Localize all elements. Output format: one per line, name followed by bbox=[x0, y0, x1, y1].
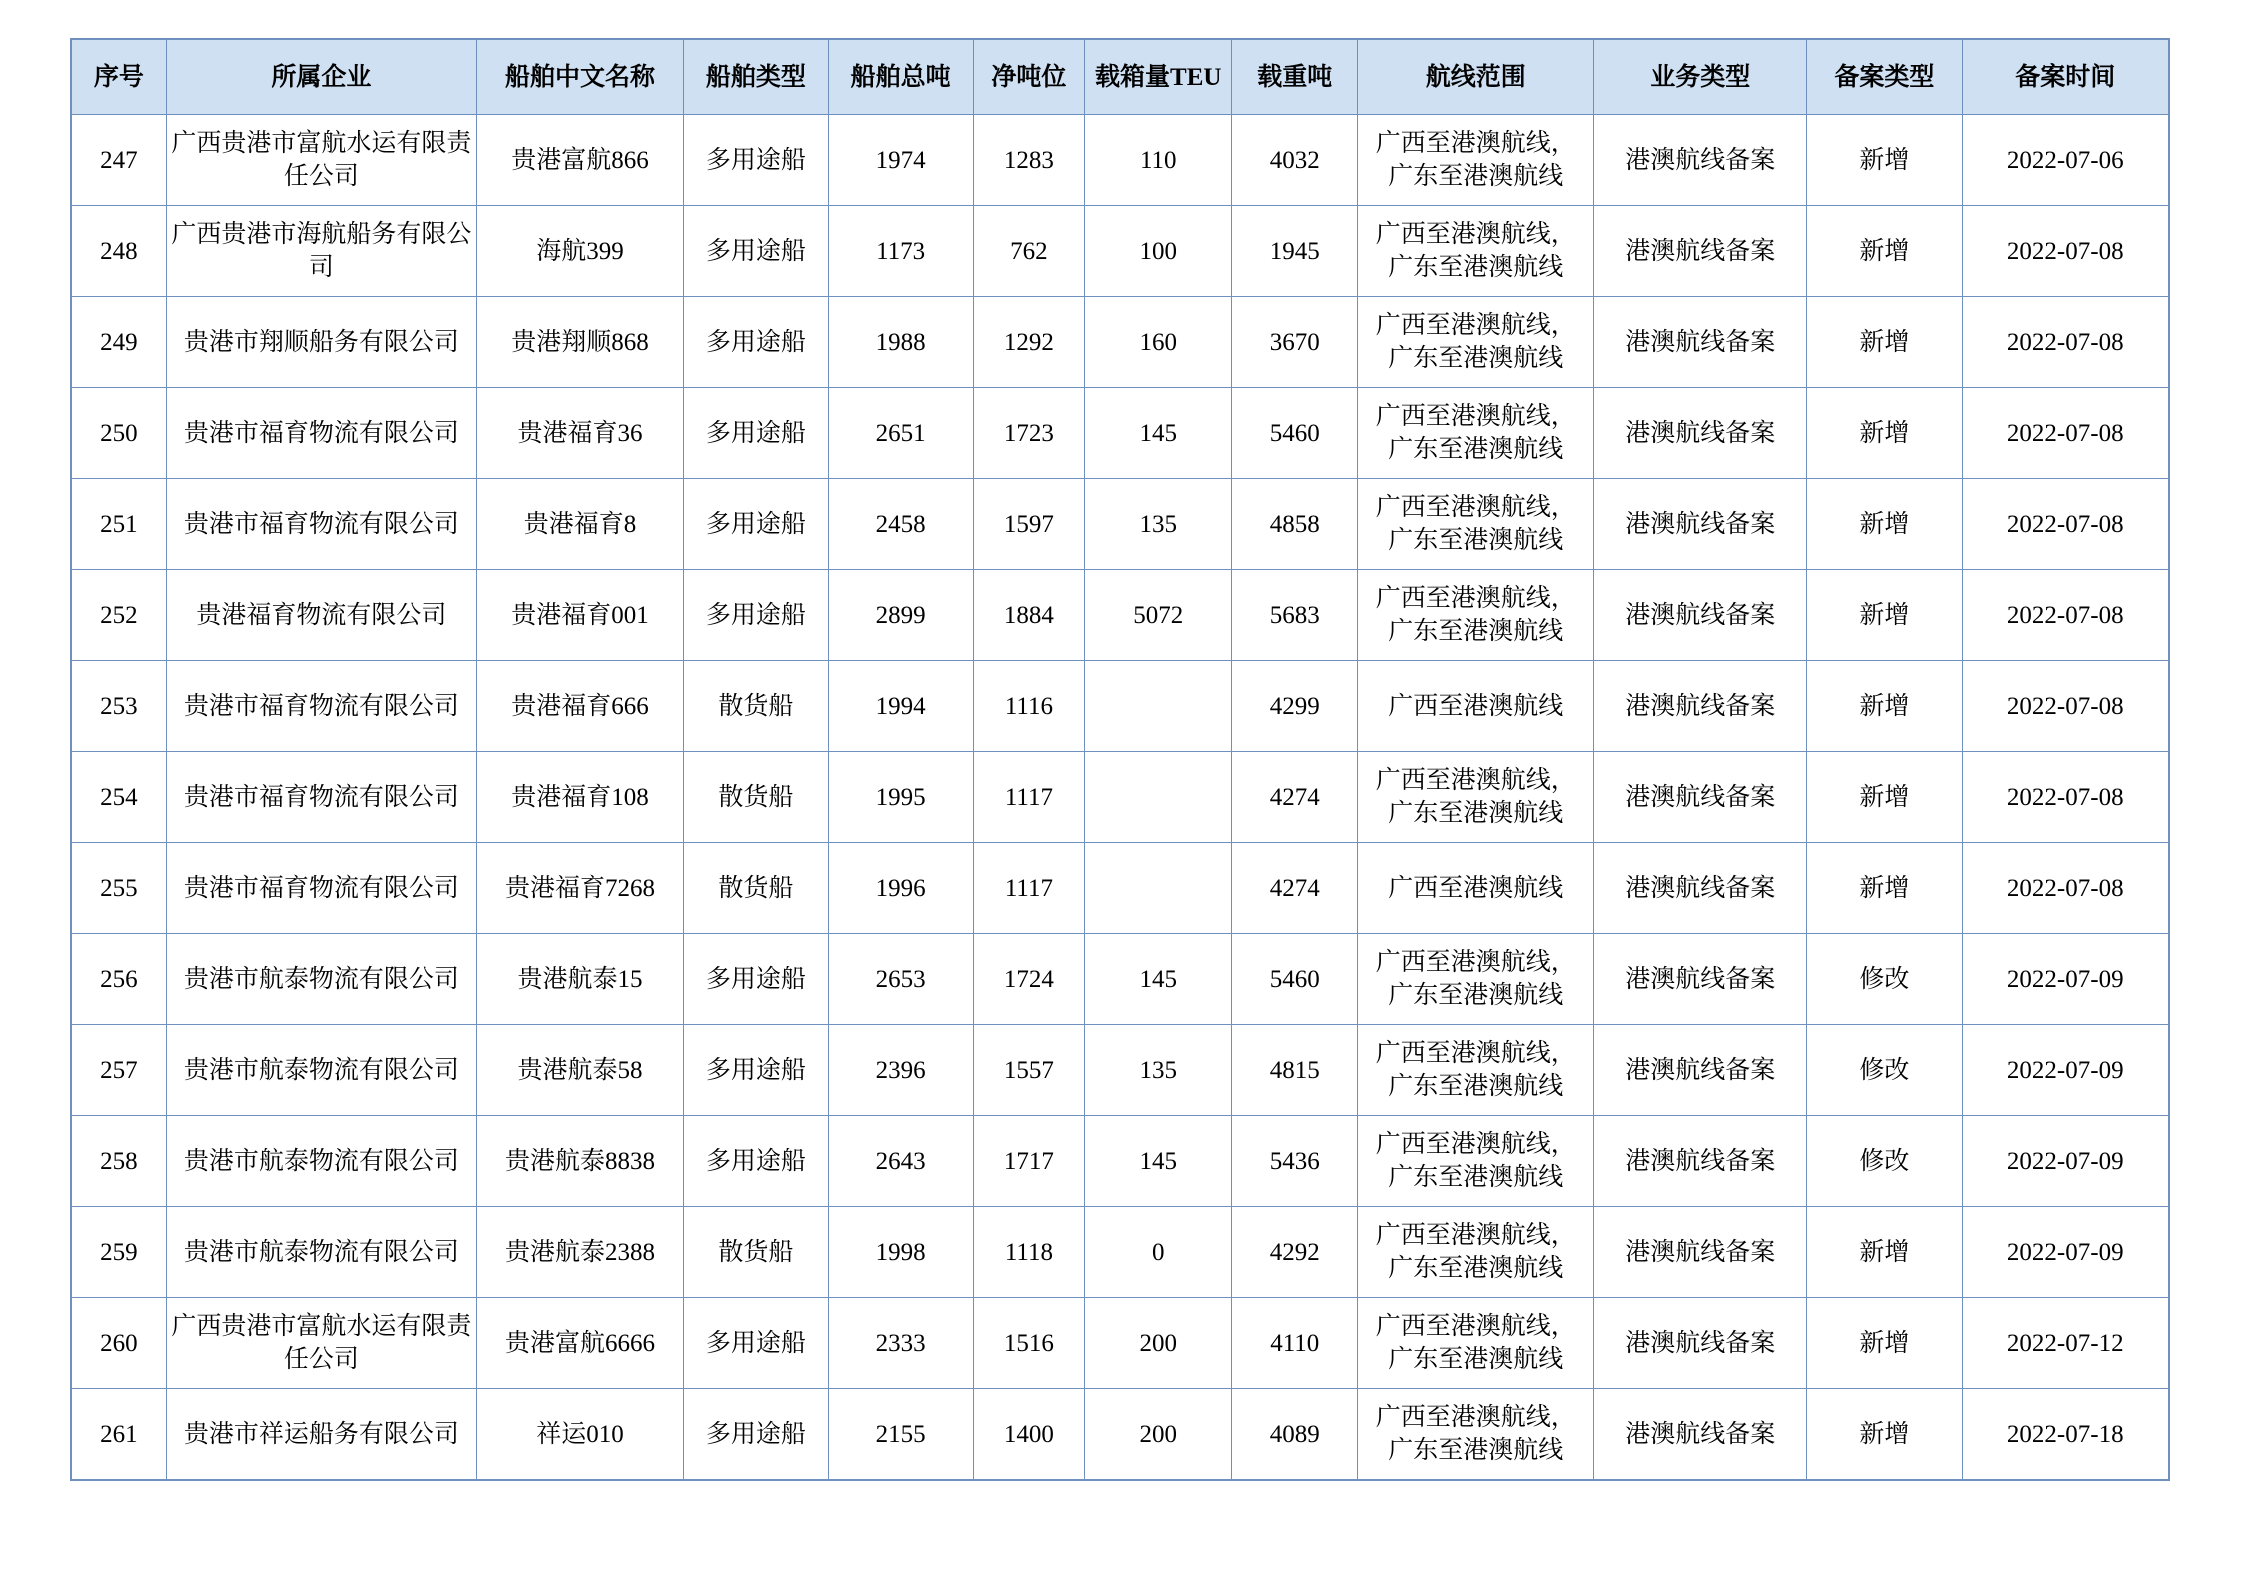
cell-enterprise: 贵港市福育物流有限公司 bbox=[166, 752, 476, 843]
cell-ship-name: 贵港富航6666 bbox=[477, 1298, 684, 1389]
cell-index: 259 bbox=[71, 1207, 166, 1298]
cell-deadweight: 4299 bbox=[1232, 661, 1358, 752]
cell-teu: 135 bbox=[1085, 1025, 1232, 1116]
cell-index: 248 bbox=[71, 206, 166, 297]
cell-enterprise: 广西贵港市富航水运有限责任公司 bbox=[166, 115, 476, 206]
cell-record-type: 新增 bbox=[1807, 1389, 1962, 1481]
cell-route bbox=[1358, 570, 1594, 661]
column-header-ship-type: 船舶类型 bbox=[683, 39, 828, 115]
route-line: 广东至港澳航线 bbox=[1388, 800, 1564, 827]
cell-gross-tonnage: 2651 bbox=[828, 388, 973, 479]
cell-enterprise: 贵港市福育物流有限公司 bbox=[166, 661, 476, 752]
cell-net-tonnage: 1557 bbox=[973, 1025, 1085, 1116]
cell-route bbox=[1358, 843, 1594, 934]
cell-business-type: 港澳航线备案 bbox=[1594, 1116, 1807, 1207]
cell-route bbox=[1358, 752, 1594, 843]
route-line: 广东至港澳航线 bbox=[1388, 436, 1564, 463]
route-line: 广西至港澳航线， bbox=[1375, 949, 1576, 976]
cell-net-tonnage: 1118 bbox=[973, 1207, 1085, 1298]
cell-enterprise: 贵港市航泰物流有限公司 bbox=[166, 934, 476, 1025]
route-line: 广西至港澳航线， bbox=[1375, 1222, 1576, 1249]
cell-route bbox=[1358, 1207, 1594, 1298]
cell-gross-tonnage: 1998 bbox=[828, 1207, 973, 1298]
cell-ship-type: 多用途船 bbox=[683, 115, 828, 206]
cell-route bbox=[1358, 1389, 1594, 1481]
route-line: 广东至港澳航线 bbox=[1388, 527, 1564, 554]
cell-record-type: 新增 bbox=[1807, 843, 1962, 934]
cell-teu: 145 bbox=[1085, 1116, 1232, 1207]
cell-teu: 160 bbox=[1085, 297, 1232, 388]
cell-business-type: 港澳航线备案 bbox=[1594, 752, 1807, 843]
cell-gross-tonnage: 2333 bbox=[828, 1298, 973, 1389]
cell-index: 247 bbox=[71, 115, 166, 206]
cell-enterprise: 贵港市祥运船务有限公司 bbox=[166, 1389, 476, 1481]
cell-enterprise: 贵港市航泰物流有限公司 bbox=[166, 1116, 476, 1207]
cell-gross-tonnage: 1994 bbox=[828, 661, 973, 752]
cell-record-type: 修改 bbox=[1807, 1116, 1962, 1207]
cell-enterprise: 贵港市福育物流有限公司 bbox=[166, 388, 476, 479]
cell-business-type: 港澳航线备案 bbox=[1594, 570, 1807, 661]
cell-teu: 200 bbox=[1085, 1298, 1232, 1389]
cell-deadweight: 4858 bbox=[1232, 479, 1358, 570]
cell-enterprise: 贵港市航泰物流有限公司 bbox=[166, 1207, 476, 1298]
cell-business-type: 港澳航线备案 bbox=[1594, 843, 1807, 934]
route-line: 广西至港澳航线 bbox=[1388, 692, 1564, 720]
column-header-gross-tonnage: 船舶总吨 bbox=[828, 39, 973, 115]
route-line: 广东至港澳航线 bbox=[1388, 618, 1564, 645]
cell-business-type: 港澳航线备案 bbox=[1594, 1298, 1807, 1389]
cell-teu: 145 bbox=[1085, 934, 1232, 1025]
cell-deadweight: 5436 bbox=[1232, 1116, 1358, 1207]
cell-ship-type: 多用途船 bbox=[683, 1116, 828, 1207]
cell-route bbox=[1358, 297, 1594, 388]
cell-business-type: 港澳航线备案 bbox=[1594, 206, 1807, 297]
table-row bbox=[71, 934, 2169, 1025]
cell-teu: 145 bbox=[1085, 388, 1232, 479]
cell-deadweight: 4032 bbox=[1232, 115, 1358, 206]
cell-net-tonnage: 1724 bbox=[973, 934, 1085, 1025]
cell-net-tonnage: 1283 bbox=[973, 115, 1085, 206]
cell-route bbox=[1358, 1025, 1594, 1116]
table-row bbox=[71, 843, 2169, 934]
cell-index: 260 bbox=[71, 1298, 166, 1389]
cell-net-tonnage: 1117 bbox=[973, 752, 1085, 843]
cell-ship-name: 贵港福育8 bbox=[477, 479, 684, 570]
cell-index: 254 bbox=[71, 752, 166, 843]
cell-business-type: 港澳航线备案 bbox=[1594, 661, 1807, 752]
cell-index: 253 bbox=[71, 661, 166, 752]
route-line: 广东至港澳航线 bbox=[1388, 1164, 1564, 1191]
column-header-net-tonnage: 净吨位 bbox=[973, 39, 1085, 115]
cell-gross-tonnage: 2899 bbox=[828, 570, 973, 661]
cell-net-tonnage: 1516 bbox=[973, 1298, 1085, 1389]
cell-route bbox=[1358, 479, 1594, 570]
column-header-business-type: 业务类型 bbox=[1594, 39, 1807, 115]
cell-route bbox=[1358, 388, 1594, 479]
cell-ship-name: 贵港翔顺868 bbox=[477, 297, 684, 388]
cell-teu: 110 bbox=[1085, 115, 1232, 206]
cell-ship-name: 贵港福育108 bbox=[477, 752, 684, 843]
table-row bbox=[71, 1389, 2169, 1481]
cell-net-tonnage: 1292 bbox=[973, 297, 1085, 388]
cell-record-date: 2022-07-09 bbox=[1962, 1025, 2169, 1116]
column-header-index: 序号 bbox=[71, 39, 166, 115]
column-header-ship-name: 船舶中文名称 bbox=[477, 39, 684, 115]
cell-record-date: 2022-07-09 bbox=[1962, 1116, 2169, 1207]
cell-ship-name: 贵港航泰58 bbox=[477, 1025, 684, 1116]
cell-gross-tonnage: 2458 bbox=[828, 479, 973, 570]
table-row bbox=[71, 1207, 2169, 1298]
cell-net-tonnage: 1723 bbox=[973, 388, 1085, 479]
table-row bbox=[71, 1116, 2169, 1207]
column-header-record-type: 备案类型 bbox=[1807, 39, 1962, 115]
cell-ship-name: 祥运010 bbox=[477, 1389, 684, 1481]
route-line: 广东至港澳航线 bbox=[1388, 1437, 1564, 1464]
column-header-teu: 载箱量TEU bbox=[1085, 39, 1232, 115]
cell-ship-name: 贵港福育001 bbox=[477, 570, 684, 661]
cell-teu bbox=[1085, 843, 1232, 934]
table-row bbox=[71, 297, 2169, 388]
cell-record-date: 2022-07-08 bbox=[1962, 661, 2169, 752]
cell-teu: 0 bbox=[1085, 1207, 1232, 1298]
route-line: 广西至港澳航线， bbox=[1375, 585, 1576, 612]
route-line: 广东至港澳航线 bbox=[1388, 1073, 1564, 1100]
table-row bbox=[71, 479, 2169, 570]
cell-gross-tonnage: 1996 bbox=[828, 843, 973, 934]
cell-enterprise: 贵港福育物流有限公司 bbox=[166, 570, 476, 661]
route-line: 广西至港澳航线 bbox=[1388, 874, 1564, 902]
cell-gross-tonnage: 2643 bbox=[828, 1116, 973, 1207]
cell-deadweight: 5460 bbox=[1232, 934, 1358, 1025]
cell-index: 249 bbox=[71, 297, 166, 388]
cell-ship-name: 贵港福育666 bbox=[477, 661, 684, 752]
cell-record-type: 新增 bbox=[1807, 115, 1962, 206]
route-line: 广东至港澳航线 bbox=[1388, 982, 1564, 1009]
cell-deadweight: 5683 bbox=[1232, 570, 1358, 661]
table-row bbox=[71, 1298, 2169, 1389]
cell-business-type: 港澳航线备案 bbox=[1594, 1207, 1807, 1298]
cell-ship-type: 多用途船 bbox=[683, 1025, 828, 1116]
table-row bbox=[71, 388, 2169, 479]
cell-teu: 5072 bbox=[1085, 570, 1232, 661]
cell-gross-tonnage: 2396 bbox=[828, 1025, 973, 1116]
cell-record-type: 新增 bbox=[1807, 206, 1962, 297]
cell-record-type: 新增 bbox=[1807, 1298, 1962, 1389]
cell-record-date: 2022-07-09 bbox=[1962, 1207, 2169, 1298]
route-line: 广西至港澳航线， bbox=[1375, 312, 1576, 339]
cell-business-type: 港澳航线备案 bbox=[1594, 934, 1807, 1025]
cell-record-date: 2022-07-08 bbox=[1962, 479, 2169, 570]
cell-enterprise: 贵港市翔顺船务有限公司 bbox=[166, 297, 476, 388]
cell-index: 252 bbox=[71, 570, 166, 661]
table-body bbox=[71, 115, 2169, 1481]
cell-record-date: 2022-07-08 bbox=[1962, 297, 2169, 388]
route-line: 广东至港澳航线 bbox=[1388, 163, 1564, 190]
header-row bbox=[71, 39, 2169, 115]
cell-net-tonnage: 1400 bbox=[973, 1389, 1085, 1481]
cell-ship-name: 贵港航泰2388 bbox=[477, 1207, 684, 1298]
cell-ship-name: 贵港福育36 bbox=[477, 388, 684, 479]
table-row bbox=[71, 570, 2169, 661]
cell-ship-type: 散货船 bbox=[683, 752, 828, 843]
cell-net-tonnage: 1597 bbox=[973, 479, 1085, 570]
cell-route bbox=[1358, 934, 1594, 1025]
route-line: 广东至港澳航线 bbox=[1388, 254, 1564, 281]
cell-ship-type: 多用途船 bbox=[683, 934, 828, 1025]
cell-deadweight: 4815 bbox=[1232, 1025, 1358, 1116]
cell-gross-tonnage: 1988 bbox=[828, 297, 973, 388]
table-row bbox=[71, 752, 2169, 843]
cell-record-date: 2022-07-08 bbox=[1962, 843, 2169, 934]
cell-deadweight: 4089 bbox=[1232, 1389, 1358, 1481]
cell-index: 258 bbox=[71, 1116, 166, 1207]
cell-record-type: 新增 bbox=[1807, 297, 1962, 388]
column-header-enterprise: 所属企业 bbox=[166, 39, 476, 115]
cell-record-type: 新增 bbox=[1807, 661, 1962, 752]
cell-index: 257 bbox=[71, 1025, 166, 1116]
route-line: 广西至港澳航线， bbox=[1375, 1131, 1576, 1158]
cell-teu: 200 bbox=[1085, 1389, 1232, 1481]
cell-deadweight: 5460 bbox=[1232, 388, 1358, 479]
cell-ship-name: 贵港福育7268 bbox=[477, 843, 684, 934]
cell-route bbox=[1358, 115, 1594, 206]
cell-index: 261 bbox=[71, 1389, 166, 1481]
cell-record-type: 新增 bbox=[1807, 388, 1962, 479]
route-line: 广西至港澳航线， bbox=[1375, 130, 1576, 157]
cell-deadweight: 4110 bbox=[1232, 1298, 1358, 1389]
cell-enterprise: 贵港市福育物流有限公司 bbox=[166, 843, 476, 934]
cell-ship-type: 多用途船 bbox=[683, 297, 828, 388]
cell-ship-name: 贵港航泰15 bbox=[477, 934, 684, 1025]
cell-gross-tonnage: 1974 bbox=[828, 115, 973, 206]
cell-index: 250 bbox=[71, 388, 166, 479]
cell-gross-tonnage: 2653 bbox=[828, 934, 973, 1025]
cell-record-type: 新增 bbox=[1807, 570, 1962, 661]
cell-deadweight: 4292 bbox=[1232, 1207, 1358, 1298]
table-row bbox=[71, 115, 2169, 206]
route-line: 广西至港澳航线， bbox=[1375, 221, 1576, 248]
route-line: 广西至港澳航线， bbox=[1375, 1313, 1576, 1340]
cell-ship-name: 海航399 bbox=[477, 206, 684, 297]
cell-record-date: 2022-07-18 bbox=[1962, 1389, 2169, 1481]
route-line: 广东至港澳航线 bbox=[1388, 1346, 1564, 1373]
cell-deadweight: 4274 bbox=[1232, 752, 1358, 843]
route-line: 广西至港澳航线， bbox=[1375, 1404, 1576, 1431]
cell-net-tonnage: 1884 bbox=[973, 570, 1085, 661]
route-line: 广西至港澳航线， bbox=[1375, 494, 1576, 521]
cell-record-date: 2022-07-09 bbox=[1962, 934, 2169, 1025]
cell-business-type: 港澳航线备案 bbox=[1594, 1025, 1807, 1116]
cell-record-type: 修改 bbox=[1807, 934, 1962, 1025]
cell-index: 256 bbox=[71, 934, 166, 1025]
cell-net-tonnage: 1717 bbox=[973, 1116, 1085, 1207]
cell-index: 255 bbox=[71, 843, 166, 934]
cell-ship-type: 多用途船 bbox=[683, 206, 828, 297]
cell-ship-type: 多用途船 bbox=[683, 479, 828, 570]
cell-ship-type: 多用途船 bbox=[683, 570, 828, 661]
cell-route bbox=[1358, 1298, 1594, 1389]
cell-route bbox=[1358, 1116, 1594, 1207]
cell-ship-name: 贵港航泰8838 bbox=[477, 1116, 684, 1207]
cell-teu bbox=[1085, 752, 1232, 843]
cell-net-tonnage: 1116 bbox=[973, 661, 1085, 752]
route-line: 广西至港澳航线， bbox=[1375, 403, 1576, 430]
cell-gross-tonnage: 2155 bbox=[828, 1389, 973, 1481]
cell-teu: 100 bbox=[1085, 206, 1232, 297]
cell-record-date: 2022-07-08 bbox=[1962, 570, 2169, 661]
route-line: 广西至港澳航线， bbox=[1375, 767, 1576, 794]
cell-gross-tonnage: 1173 bbox=[828, 206, 973, 297]
route-line: 广西至港澳航线， bbox=[1375, 1040, 1576, 1067]
cell-business-type: 港澳航线备案 bbox=[1594, 115, 1807, 206]
cell-route bbox=[1358, 206, 1594, 297]
cell-enterprise: 广西贵港市富航水运有限责任公司 bbox=[166, 1298, 476, 1389]
cell-record-type: 修改 bbox=[1807, 1025, 1962, 1116]
cell-business-type: 港澳航线备案 bbox=[1594, 388, 1807, 479]
cell-enterprise: 贵港市福育物流有限公司 bbox=[166, 479, 476, 570]
cell-ship-type: 散货船 bbox=[683, 1207, 828, 1298]
cell-record-date: 2022-07-08 bbox=[1962, 206, 2169, 297]
table-row bbox=[71, 206, 2169, 297]
cell-business-type: 港澳航线备案 bbox=[1594, 297, 1807, 388]
table-row bbox=[71, 661, 2169, 752]
cell-ship-type: 多用途船 bbox=[683, 1389, 828, 1481]
cell-business-type: 港澳航线备案 bbox=[1594, 479, 1807, 570]
cell-record-date: 2022-07-06 bbox=[1962, 115, 2169, 206]
cell-record-type: 新增 bbox=[1807, 752, 1962, 843]
route-line: 广东至港澳航线 bbox=[1388, 1255, 1564, 1282]
table-row bbox=[71, 1025, 2169, 1116]
cell-record-date: 2022-07-12 bbox=[1962, 1298, 2169, 1389]
cell-deadweight: 3670 bbox=[1232, 297, 1358, 388]
cell-record-date: 2022-07-08 bbox=[1962, 388, 2169, 479]
route-line: 广东至港澳航线 bbox=[1388, 345, 1564, 372]
cell-deadweight: 4274 bbox=[1232, 843, 1358, 934]
column-header-deadweight: 载重吨 bbox=[1232, 39, 1358, 115]
cell-record-type: 新增 bbox=[1807, 1207, 1962, 1298]
cell-ship-name: 贵港富航866 bbox=[477, 115, 684, 206]
cell-net-tonnage: 762 bbox=[973, 206, 1085, 297]
ship-registry-table bbox=[70, 38, 2170, 1481]
cell-teu: 135 bbox=[1085, 479, 1232, 570]
column-header-route: 航线范围 bbox=[1358, 39, 1594, 115]
cell-record-type: 新增 bbox=[1807, 479, 1962, 570]
cell-enterprise: 贵港市航泰物流有限公司 bbox=[166, 1025, 476, 1116]
cell-ship-type: 散货船 bbox=[683, 661, 828, 752]
cell-ship-type: 多用途船 bbox=[683, 388, 828, 479]
cell-route bbox=[1358, 661, 1594, 752]
cell-net-tonnage: 1117 bbox=[973, 843, 1085, 934]
cell-enterprise: 广西贵港市海航船务有限公司 bbox=[166, 206, 476, 297]
cell-index: 251 bbox=[71, 479, 166, 570]
cell-gross-tonnage: 1995 bbox=[828, 752, 973, 843]
table-header bbox=[71, 39, 2169, 115]
cell-teu bbox=[1085, 661, 1232, 752]
cell-ship-type: 多用途船 bbox=[683, 1298, 828, 1389]
column-header-record-date: 备案时间 bbox=[1962, 39, 2169, 115]
cell-ship-type: 散货船 bbox=[683, 843, 828, 934]
cell-deadweight: 1945 bbox=[1232, 206, 1358, 297]
cell-business-type: 港澳航线备案 bbox=[1594, 1389, 1807, 1481]
cell-record-date: 2022-07-08 bbox=[1962, 752, 2169, 843]
